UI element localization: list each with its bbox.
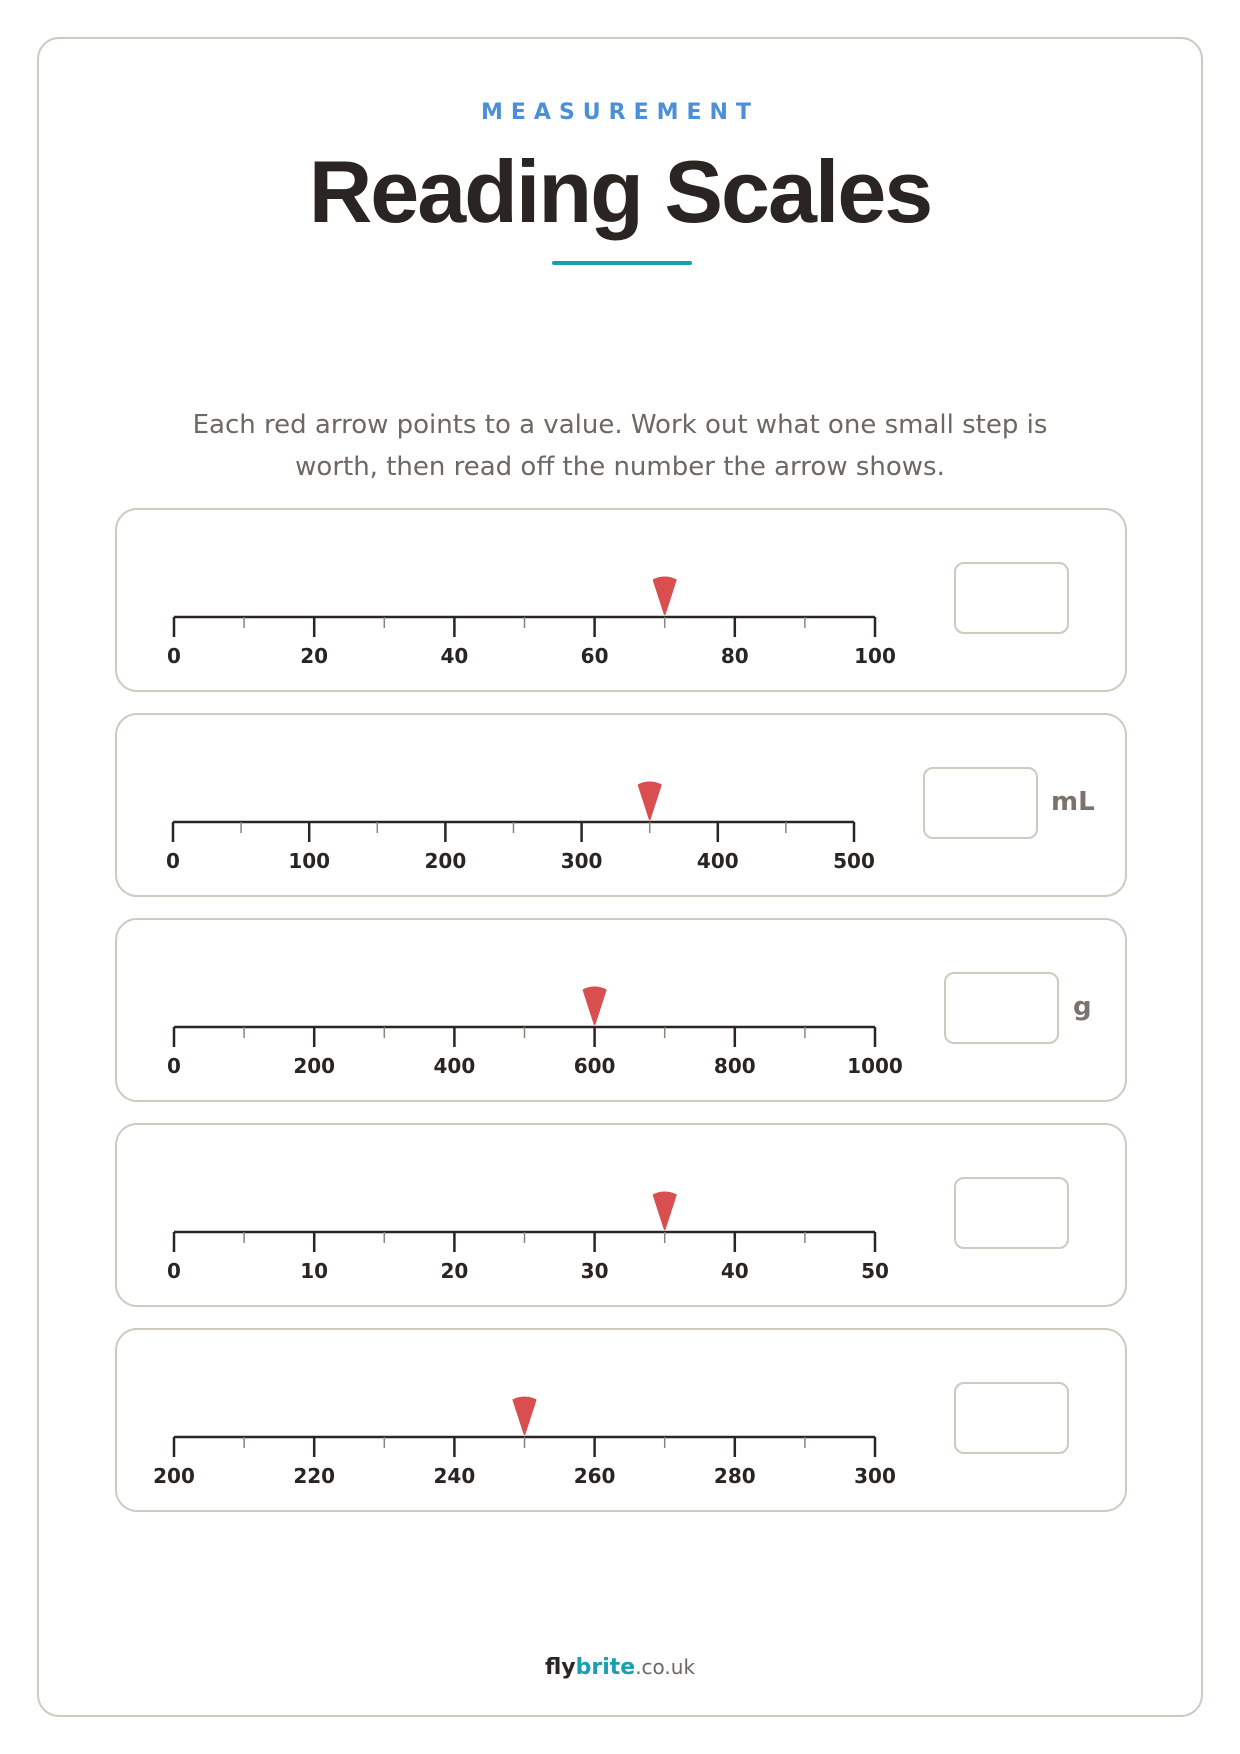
tick-label: 200 bbox=[153, 1464, 195, 1488]
tick-label: 100 bbox=[854, 644, 896, 668]
tick-label: 1000 bbox=[847, 1054, 903, 1078]
footer-brand bbox=[0, 1655, 1240, 1680]
red-arrow-marker bbox=[654, 1193, 676, 1230]
brand-fly: fly bbox=[544, 1655, 576, 1680]
tick-label: 240 bbox=[433, 1464, 476, 1488]
tick-label: 0 bbox=[167, 1259, 181, 1283]
tick-label: 300 bbox=[854, 1464, 896, 1488]
answer-box-2[interactable] bbox=[923, 767, 1038, 839]
tick-label: 0 bbox=[167, 644, 181, 668]
unit-label: mL bbox=[1051, 787, 1095, 817]
question-panel-5 bbox=[115, 1328, 1127, 1512]
question-panel-4 bbox=[115, 1123, 1127, 1307]
question-panel-3 bbox=[115, 918, 1127, 1102]
tick-label: 20 bbox=[440, 1259, 469, 1283]
red-arrow-marker bbox=[514, 1398, 536, 1435]
tick-label: 100 bbox=[288, 849, 331, 873]
title-underline bbox=[552, 261, 692, 265]
tick-label: 220 bbox=[293, 1464, 336, 1488]
tick-label: 500 bbox=[833, 849, 875, 873]
instructions-line-1: Each red arrow points to a value. Work out what one small step is bbox=[192, 410, 1048, 440]
tick-label: 0 bbox=[167, 1054, 181, 1078]
answer-box-4[interactable] bbox=[954, 1177, 1069, 1249]
tick-label: 40 bbox=[440, 644, 469, 668]
tick-label: 60 bbox=[580, 644, 609, 668]
tick-label: 200 bbox=[424, 849, 467, 873]
tick-label: 260 bbox=[573, 1464, 616, 1488]
question-panel-2 bbox=[115, 713, 1127, 897]
answer-box-1[interactable] bbox=[954, 562, 1069, 634]
tick-label: 30 bbox=[580, 1259, 609, 1283]
tick-label: 40 bbox=[720, 1259, 749, 1283]
tick-label: 600 bbox=[573, 1054, 616, 1078]
tick-label: 80 bbox=[720, 644, 749, 668]
section-eyebrow: MEASUREMENT bbox=[481, 100, 759, 125]
answer-box-5[interactable] bbox=[954, 1382, 1069, 1454]
tick-label: 400 bbox=[696, 849, 739, 873]
red-arrow-marker bbox=[639, 783, 661, 820]
brand-domain: .co.uk bbox=[635, 1655, 696, 1679]
red-arrow-marker bbox=[654, 578, 676, 615]
tick-label: 800 bbox=[713, 1054, 756, 1078]
red-arrow-marker bbox=[584, 988, 606, 1025]
tick-label: 10 bbox=[300, 1259, 329, 1283]
tick-label: 400 bbox=[433, 1054, 476, 1078]
question-panel-1 bbox=[115, 508, 1127, 692]
instructions bbox=[150, 404, 1090, 488]
page-title: Reading Scales bbox=[308, 142, 932, 241]
instructions-line-2: worth, then read off the number the arrow shows. bbox=[295, 452, 945, 482]
tick-label: 280 bbox=[713, 1464, 756, 1488]
tick-label: 50 bbox=[861, 1259, 889, 1283]
answer-box-3[interactable] bbox=[944, 972, 1059, 1044]
tick-label: 0 bbox=[166, 849, 180, 873]
unit-label: g bbox=[1073, 992, 1092, 1022]
tick-label: 20 bbox=[300, 644, 329, 668]
tick-label: 200 bbox=[293, 1054, 336, 1078]
tick-label: 300 bbox=[560, 849, 603, 873]
brand-brite: brite bbox=[575, 1655, 636, 1680]
